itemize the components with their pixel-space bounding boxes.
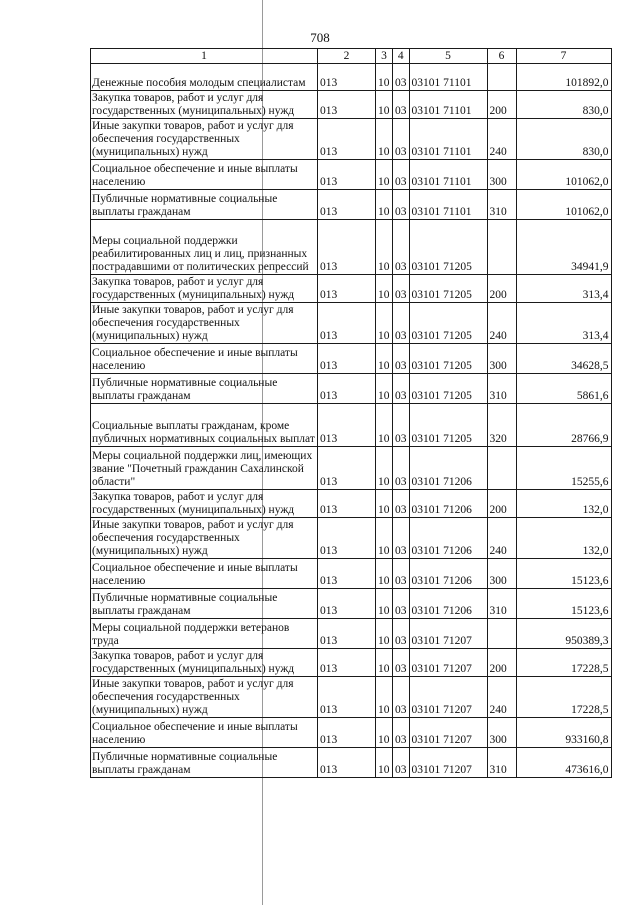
cell-amount: 101892,0 bbox=[516, 64, 611, 91]
cell-amount: 15123,6 bbox=[516, 559, 611, 589]
cell-target-article: 03101 71101 bbox=[409, 91, 487, 119]
cell-subsection: 03 bbox=[393, 718, 410, 748]
cell-expense-type: 310 bbox=[487, 190, 516, 220]
cell-name: Закупка товаров, работ и услуг для государственных (муниципальных) нужд bbox=[91, 91, 318, 119]
cell-section: 10 bbox=[376, 718, 393, 748]
cell-expense-type: 200 bbox=[487, 490, 516, 518]
cell-expense-type: 240 bbox=[487, 303, 516, 344]
cell-section: 10 bbox=[376, 619, 393, 649]
cell-ministry-code: 013 bbox=[318, 559, 376, 589]
cell-ministry-code: 013 bbox=[318, 275, 376, 303]
cell-expense-type bbox=[487, 64, 516, 91]
page-number: 708 bbox=[310, 30, 330, 45]
cell-amount: 34941,9 bbox=[516, 220, 611, 275]
cell-section: 10 bbox=[376, 559, 393, 589]
budget-table bbox=[90, 48, 612, 778]
cell-name: Меры социальной поддержки реабилитированных лиц и лиц, признанных пострадавшими от политических репрессий bbox=[91, 220, 318, 275]
cell-amount: 830,0 bbox=[516, 119, 611, 160]
cell-target-article: 03101 71206 bbox=[409, 447, 487, 490]
table-row bbox=[91, 344, 612, 374]
cell-amount: 34628,5 bbox=[516, 344, 611, 374]
cell-expense-type: 200 bbox=[487, 91, 516, 119]
cell-section: 10 bbox=[376, 190, 393, 220]
cell-target-article: 03101 71206 bbox=[409, 589, 487, 619]
table-row bbox=[91, 718, 612, 748]
cell-section: 10 bbox=[376, 518, 393, 559]
cell-expense-type: 300 bbox=[487, 160, 516, 190]
cell-section: 10 bbox=[376, 404, 393, 447]
cell-target-article: 03101 71207 bbox=[409, 619, 487, 649]
cell-ministry-code: 013 bbox=[318, 220, 376, 275]
cell-ministry-code: 013 bbox=[318, 518, 376, 559]
column-header-ministry: 2 bbox=[318, 49, 376, 64]
cell-name: Меры социальной поддержки ветеранов труда bbox=[91, 619, 318, 649]
cell-ministry-code: 013 bbox=[318, 91, 376, 119]
cell-target-article: 03101 71205 bbox=[409, 374, 487, 404]
cell-amount: 28766,9 bbox=[516, 404, 611, 447]
table-row bbox=[91, 119, 612, 160]
cell-expense-type: 240 bbox=[487, 677, 516, 718]
cell-subsection: 03 bbox=[393, 119, 410, 160]
column-number-header-row bbox=[91, 49, 612, 64]
table-row bbox=[91, 490, 612, 518]
cell-section: 10 bbox=[376, 677, 393, 718]
cell-subsection: 03 bbox=[393, 303, 410, 344]
table-row bbox=[91, 619, 612, 649]
cell-target-article: 03101 71206 bbox=[409, 559, 487, 589]
cell-subsection: 03 bbox=[393, 447, 410, 490]
cell-subsection: 03 bbox=[393, 220, 410, 275]
cell-name: Социальные выплаты гражданам, кроме публичных нормативных социальных выплат bbox=[91, 404, 318, 447]
cell-target-article: 03101 71207 bbox=[409, 649, 487, 677]
cell-name: Публичные нормативные социальные выплаты гражданам bbox=[91, 374, 318, 404]
cell-subsection: 03 bbox=[393, 518, 410, 559]
cell-name: Публичные нормативные социальные выплаты гражданам bbox=[91, 190, 318, 220]
cell-amount: 950389,3 bbox=[516, 619, 611, 649]
cell-amount: 5861,6 bbox=[516, 374, 611, 404]
cell-target-article: 03101 71205 bbox=[409, 303, 487, 344]
table-row bbox=[91, 404, 612, 447]
cell-section: 10 bbox=[376, 91, 393, 119]
cell-expense-type: 200 bbox=[487, 649, 516, 677]
cell-section: 10 bbox=[376, 748, 393, 778]
table-row bbox=[91, 589, 612, 619]
cell-name: Закупка товаров, работ и услуг для государственных (муниципальных) нужд bbox=[91, 275, 318, 303]
cell-amount: 132,0 bbox=[516, 490, 611, 518]
cell-target-article: 03101 71206 bbox=[409, 518, 487, 559]
cell-amount: 17228,5 bbox=[516, 677, 611, 718]
cell-section: 10 bbox=[376, 64, 393, 91]
cell-subsection: 03 bbox=[393, 559, 410, 589]
cell-amount: 313,4 bbox=[516, 303, 611, 344]
table-row bbox=[91, 190, 612, 220]
table-row bbox=[91, 220, 612, 275]
cell-amount: 473616,0 bbox=[516, 748, 611, 778]
cell-name: Закупка товаров, работ и услуг для государственных (муниципальных) нужд bbox=[91, 490, 318, 518]
cell-amount: 830,0 bbox=[516, 91, 611, 119]
cell-expense-type: 320 bbox=[487, 404, 516, 447]
cell-subsection: 03 bbox=[393, 649, 410, 677]
cell-name: Иные закупки товаров, работ и услуг для обеспечения государственных (муниципальных) нужд bbox=[91, 303, 318, 344]
cell-name: Публичные нормативные социальные выплаты гражданам bbox=[91, 748, 318, 778]
cell-expense-type bbox=[487, 447, 516, 490]
cell-section: 10 bbox=[376, 344, 393, 374]
cell-ministry-code: 013 bbox=[318, 619, 376, 649]
table-row bbox=[91, 160, 612, 190]
cell-expense-type bbox=[487, 619, 516, 649]
table-row bbox=[91, 518, 612, 559]
cell-subsection: 03 bbox=[393, 190, 410, 220]
table-row bbox=[91, 64, 612, 91]
cell-expense-type: 300 bbox=[487, 718, 516, 748]
cell-name: Иные закупки товаров, работ и услуг для обеспечения государственных (муниципальных) нужд bbox=[91, 518, 318, 559]
cell-ministry-code: 013 bbox=[318, 447, 376, 490]
cell-ministry-code: 013 bbox=[318, 677, 376, 718]
cell-subsection: 03 bbox=[393, 160, 410, 190]
table-row bbox=[91, 649, 612, 677]
cell-ministry-code: 013 bbox=[318, 649, 376, 677]
cell-amount: 17228,5 bbox=[516, 649, 611, 677]
cell-expense-type: 240 bbox=[487, 119, 516, 160]
cell-name: Социальное обеспечение и иные выплаты населению bbox=[91, 344, 318, 374]
table-row bbox=[91, 374, 612, 404]
cell-subsection: 03 bbox=[393, 91, 410, 119]
cell-amount: 933160,8 bbox=[516, 718, 611, 748]
cell-ministry-code: 013 bbox=[318, 589, 376, 619]
cell-section: 10 bbox=[376, 374, 393, 404]
cell-subsection: 03 bbox=[393, 619, 410, 649]
cell-amount: 15255,6 bbox=[516, 447, 611, 490]
cell-expense-type: 310 bbox=[487, 589, 516, 619]
cell-section: 10 bbox=[376, 589, 393, 619]
cell-target-article: 03101 71205 bbox=[409, 275, 487, 303]
cell-amount: 101062,0 bbox=[516, 160, 611, 190]
cell-target-article: 03101 71205 bbox=[409, 220, 487, 275]
cell-subsection: 03 bbox=[393, 490, 410, 518]
cell-name: Социальное обеспечение и иные выплаты населению bbox=[91, 559, 318, 589]
cell-name: Денежные пособия молодым специалистам bbox=[91, 64, 318, 91]
cell-amount: 313,4 bbox=[516, 275, 611, 303]
cell-name: Меры социальной поддержки лиц, имеющих звание "Почетный гражданин Сахалинской области" bbox=[91, 447, 318, 490]
cell-ministry-code: 013 bbox=[318, 718, 376, 748]
column-header-name: 1 bbox=[91, 49, 318, 64]
table-row bbox=[91, 447, 612, 490]
column-header-subsection: 4 bbox=[393, 49, 410, 64]
cell-expense-type: 310 bbox=[487, 748, 516, 778]
cell-section: 10 bbox=[376, 490, 393, 518]
cell-subsection: 03 bbox=[393, 374, 410, 404]
cell-name: Закупка товаров, работ и услуг для государственных (муниципальных) нужд bbox=[91, 649, 318, 677]
cell-ministry-code: 013 bbox=[318, 64, 376, 91]
cell-name: Публичные нормативные социальные выплаты гражданам bbox=[91, 589, 318, 619]
cell-expense-type: 300 bbox=[487, 344, 516, 374]
cell-name: Иные закупки товаров, работ и услуг для обеспечения государственных (муниципальных) нужд bbox=[91, 119, 318, 160]
cell-ministry-code: 013 bbox=[318, 190, 376, 220]
cell-ministry-code: 013 bbox=[318, 748, 376, 778]
cell-target-article: 03101 71207 bbox=[409, 748, 487, 778]
cell-ministry-code: 013 bbox=[318, 344, 376, 374]
cell-section: 10 bbox=[376, 220, 393, 275]
cell-ministry-code: 013 bbox=[318, 404, 376, 447]
table-row bbox=[91, 748, 612, 778]
table-row bbox=[91, 303, 612, 344]
cell-subsection: 03 bbox=[393, 677, 410, 718]
table-body bbox=[91, 64, 612, 778]
cell-subsection: 03 bbox=[393, 344, 410, 374]
column-header-section: 3 bbox=[376, 49, 393, 64]
cell-target-article: 03101 71101 bbox=[409, 64, 487, 91]
cell-target-article: 03101 71101 bbox=[409, 190, 487, 220]
cell-target-article: 03101 71101 bbox=[409, 160, 487, 190]
cell-expense-type bbox=[487, 220, 516, 275]
cell-section: 10 bbox=[376, 447, 393, 490]
cell-amount: 101062,0 bbox=[516, 190, 611, 220]
cell-section: 10 bbox=[376, 119, 393, 160]
cell-amount: 15123,6 bbox=[516, 589, 611, 619]
cell-target-article: 03101 71207 bbox=[409, 718, 487, 748]
column-header-expense-type: 6 bbox=[487, 49, 516, 64]
column-header-target-article: 5 bbox=[409, 49, 487, 64]
column-header-amount: 7 bbox=[516, 49, 611, 64]
cell-ministry-code: 013 bbox=[318, 119, 376, 160]
cell-subsection: 03 bbox=[393, 748, 410, 778]
cell-expense-type: 200 bbox=[487, 275, 516, 303]
cell-subsection: 03 bbox=[393, 275, 410, 303]
cell-ministry-code: 013 bbox=[318, 160, 376, 190]
cell-target-article: 03101 71206 bbox=[409, 490, 487, 518]
cell-section: 10 bbox=[376, 303, 393, 344]
cell-target-article: 03101 71207 bbox=[409, 677, 487, 718]
cell-ministry-code: 013 bbox=[318, 303, 376, 344]
cell-section: 10 bbox=[376, 160, 393, 190]
cell-target-article: 03101 71205 bbox=[409, 404, 487, 447]
cell-expense-type: 300 bbox=[487, 559, 516, 589]
table-row bbox=[91, 91, 612, 119]
cell-subsection: 03 bbox=[393, 589, 410, 619]
cell-section: 10 bbox=[376, 649, 393, 677]
cell-name: Социальное обеспечение и иные выплаты населению bbox=[91, 718, 318, 748]
cell-ministry-code: 013 bbox=[318, 374, 376, 404]
cell-ministry-code: 013 bbox=[318, 490, 376, 518]
cell-target-article: 03101 71205 bbox=[409, 344, 487, 374]
table-row bbox=[91, 275, 612, 303]
cell-expense-type: 240 bbox=[487, 518, 516, 559]
cell-amount: 132,0 bbox=[516, 518, 611, 559]
table-row bbox=[91, 559, 612, 589]
table-row bbox=[91, 677, 612, 718]
cell-subsection: 03 bbox=[393, 404, 410, 447]
cell-name: Социальное обеспечение и иные выплаты населению bbox=[91, 160, 318, 190]
cell-section: 10 bbox=[376, 275, 393, 303]
cell-subsection: 03 bbox=[393, 64, 410, 91]
cell-target-article: 03101 71101 bbox=[409, 119, 487, 160]
cell-expense-type: 310 bbox=[487, 374, 516, 404]
cell-name: Иные закупки товаров, работ и услуг для обеспечения государственных (муниципальных) нужд bbox=[91, 677, 318, 718]
